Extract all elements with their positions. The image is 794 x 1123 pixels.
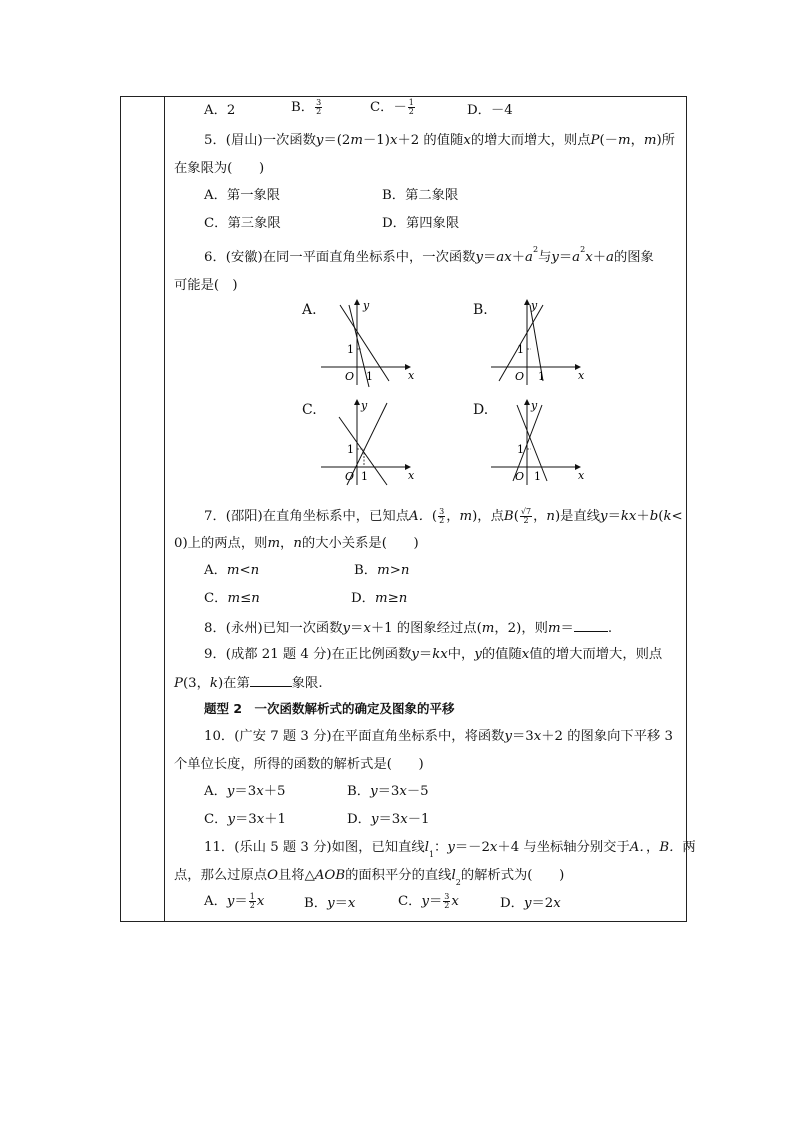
q4-option-c: C．－ $\frac{1}{2}$ (370, 98, 414, 116)
x-label: x (578, 369, 585, 382)
origin-label: O (345, 470, 355, 483)
x-tick-label: 1 (366, 370, 373, 383)
y-label: y (361, 399, 368, 412)
graph-c (317, 399, 417, 489)
q7-option-a: A．m<n (204, 563, 260, 578)
q5-option-c: C．第三象限 (204, 216, 281, 231)
y-label: y (363, 299, 370, 312)
graph-a (317, 299, 417, 389)
q6-line1: 6．(安徽)在同一平面直角坐标系中，一次函数$y=ax+a^2$与$y=a^2x+a$的图象 (204, 245, 654, 265)
q7-option-b: B．m>n (354, 563, 410, 578)
q4-option-d: D．－4 (467, 103, 513, 118)
q5-option-b: B．第二象限 (382, 188, 459, 203)
y-tick-label: 1 (517, 443, 524, 456)
q10-option-c: C．y＝3x＋1 (204, 812, 287, 827)
table-frame (120, 96, 696, 922)
y-tick-label: 1 (517, 343, 524, 356)
q4-option-a: A．2 (204, 103, 236, 118)
q10-line1: 10．(广安 7 题 3 分)在平面直角坐标系中，将函数y＝3x＋2 的图象向下平移 3 (204, 729, 673, 744)
graph-d (487, 399, 587, 489)
question-content (167, 97, 696, 921)
origin-label: O (345, 370, 355, 383)
q8-line: 8．(永州)已知一次函数y＝x＋1 的图象经过点(m，2)，则m＝ . (204, 621, 613, 636)
q11-option-a: A．y＝ $\frac{1}{2}$ x (204, 892, 265, 910)
q10-option-d: D．y＝3x－1 (347, 812, 430, 827)
q7-line2: 0)上的两点，则m，n的大小关系是( ) (174, 536, 419, 551)
x-label: x (578, 469, 585, 482)
q7-option-d: D．m≥n (351, 591, 408, 606)
answer-blank[interactable] (574, 619, 608, 632)
y-axis-arrow (354, 299, 360, 305)
y-axis-arrow (354, 399, 360, 405)
q11-option-c: C．y＝ $\frac{3}{2}$ x (398, 892, 459, 910)
q6-line2: 可能是( ) (174, 278, 238, 293)
origin-label: O (515, 470, 525, 483)
q7-option-c: C．m≤n (204, 591, 260, 606)
y-axis-arrow (524, 299, 530, 305)
x-tick-label: 1 (534, 470, 541, 483)
q10-option-b: B．y＝3x－5 (347, 784, 429, 799)
q11-option-b: B．y＝x (304, 896, 356, 911)
q10-line2: 个单位长度，所得的函数的解析式是( ) (174, 757, 424, 772)
graph-label-a: A. (302, 302, 317, 318)
y-label: y (531, 399, 538, 412)
q5-line1: 5．(眉山)一次函数y＝(2m－1)x＋2 的值随x的增大而增大，则点P(－m，m)所 (204, 133, 675, 148)
answer-blank[interactable] (250, 674, 292, 687)
y-tick-label: 1 (347, 443, 354, 456)
x-tick-label: 1 (361, 470, 368, 483)
q5-option-a: A．第一象限 (204, 188, 281, 203)
left-column (121, 97, 165, 921)
y-axis-arrow (524, 399, 530, 405)
q4-option-b: B． $\frac{3}{2}$ (291, 98, 322, 116)
graph-b (487, 299, 587, 389)
x-tick-label: 1 (538, 370, 545, 383)
q11-line2: 点，那么过原点O且将△AOB的面积平分的直线$l_2$的解析式为( ) (174, 868, 565, 887)
q9-line2: P(3，k)在第 象限. (174, 676, 323, 691)
q5-option-d: D．第四象限 (382, 216, 460, 231)
q7-line1: 7．(邵阳)在直角坐标系中，已知点A．( $\frac{3}{2}$ ，m)，点B( $\frac{√7}{2}$ ，n)是直线y＝kx＋b(k< (204, 507, 683, 525)
y-tick-label: 1 (347, 343, 354, 356)
y-label: y (531, 299, 538, 312)
section-heading: 题型 2 一次函数解析式的确定及图象的平移 (204, 701, 455, 716)
x-label: x (408, 369, 415, 382)
q11-option-d: D．y＝2x (500, 896, 561, 911)
q9-line1: 9．(成都 21 题 4 分)在正比例函数y＝kx中，y的值随x值的增大而增大，则点 (204, 647, 663, 662)
graph-label-c: C. (302, 402, 317, 418)
graph-label-b: B. (473, 302, 488, 318)
q11-line1: 11．(乐山 5 题 3 分)如图，已知直线$l_1$：y＝－2x＋4 与坐标轴分别交于A．，B．两 (204, 840, 696, 859)
origin-label: O (515, 370, 525, 383)
x-label: x (408, 469, 415, 482)
graph-label-d: D. (473, 402, 489, 418)
q10-option-a: A．y＝3x＋5 (204, 784, 286, 799)
q5-line2: 在象限为( ) (174, 161, 265, 176)
